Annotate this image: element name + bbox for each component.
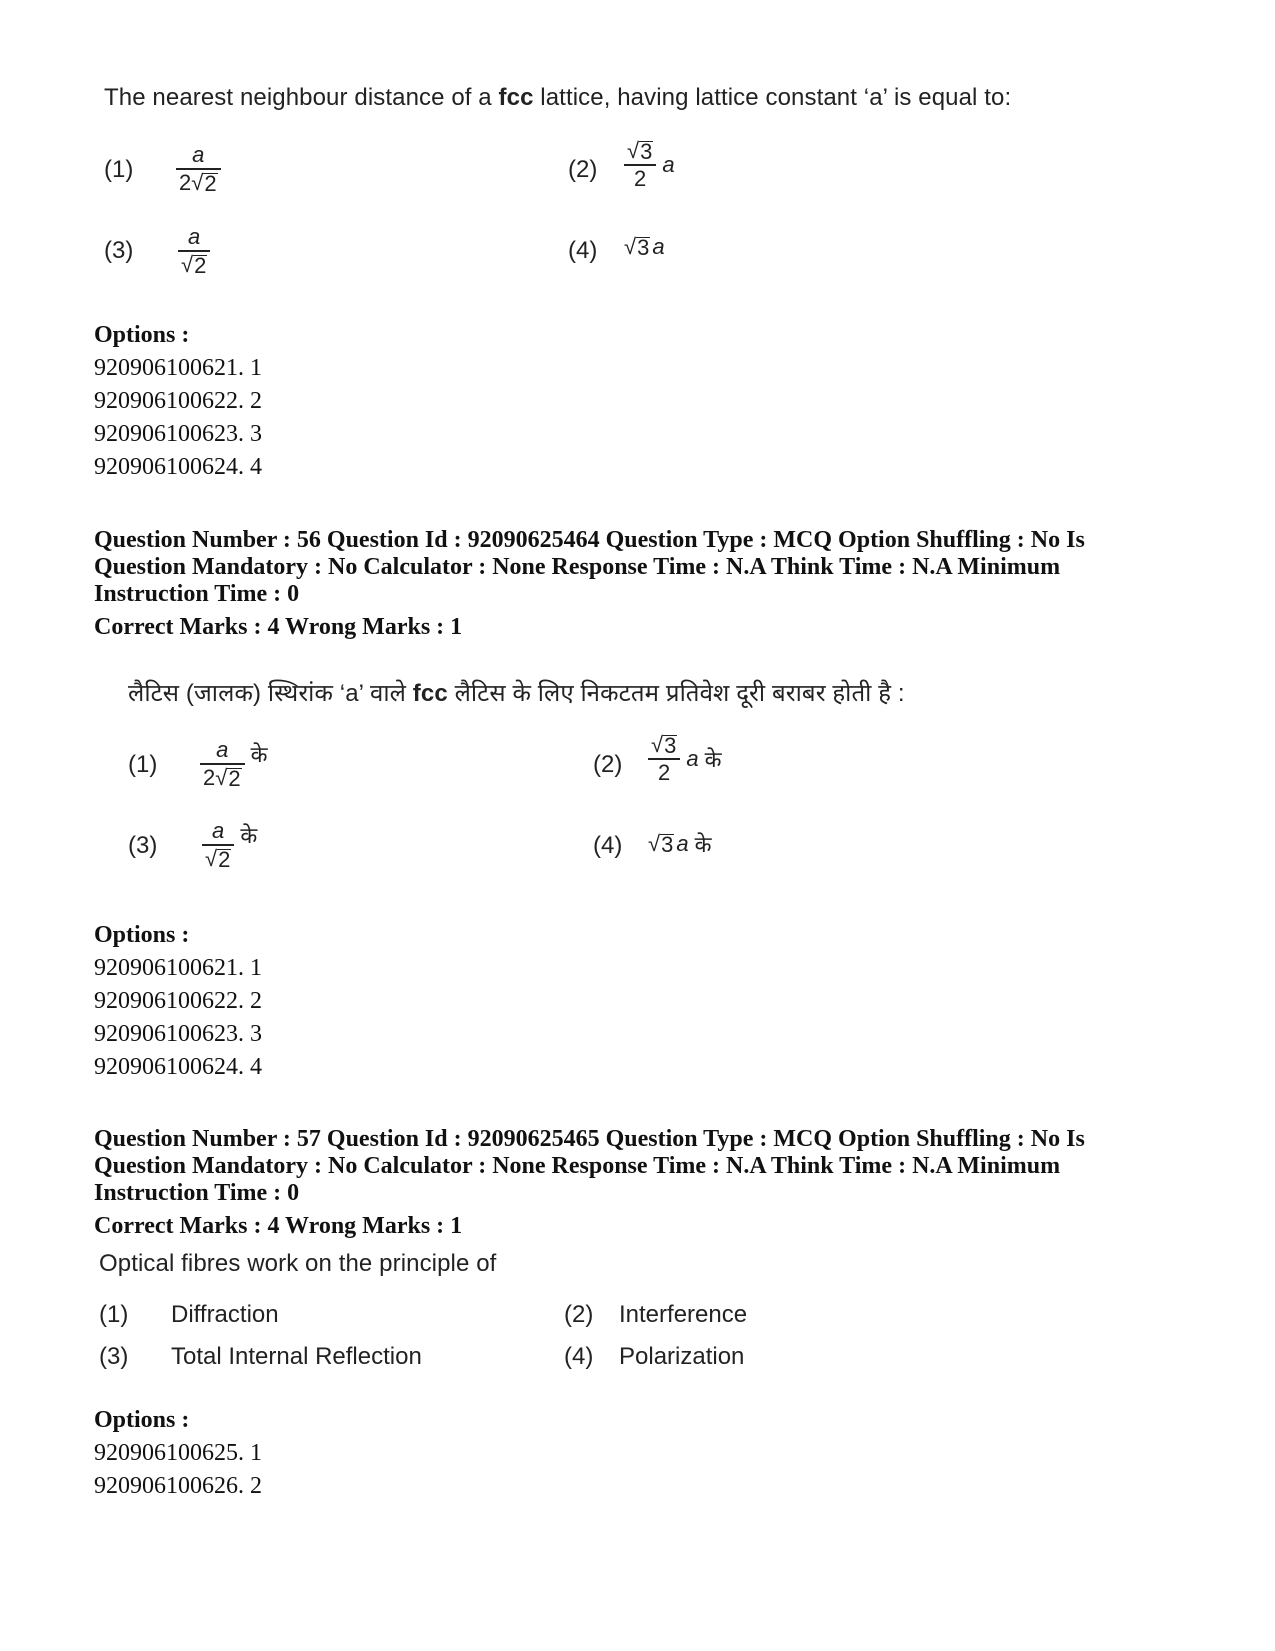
q57-choice3-number: (3) (99, 1343, 129, 1370)
q56-choice4-rad: 3 (661, 832, 674, 857)
q55-choice3-number: (3) (104, 237, 134, 264)
q56-choice1-den-prefix: 2 (203, 764, 216, 790)
q57-option-1: 920906100625. 1 (94, 1440, 262, 1466)
q55-option-3: 920906100623. 3 (94, 421, 262, 447)
q56-metadata (94, 527, 1184, 608)
q57-option-2: 920906100626. 2 (94, 1473, 262, 1499)
q57-choice4-text: Polarization (619, 1343, 745, 1370)
q57-options-heading: Options : (94, 1407, 190, 1433)
q56-option-4: 920906100624. 4 (94, 1054, 262, 1080)
q57-meta-line2: Question Mandatory : No Calculator : None Response Time : N.A Think Time : N.A Minimum (94, 1153, 1061, 1179)
q56-option-2: 920906100622. 2 (94, 988, 262, 1014)
q55-question-part2: lattice, having lattice constant ‘a’ is equal to: (533, 84, 1012, 111)
q55-choice4-rad: 3 (637, 235, 650, 260)
q56-choice1-math: a 2 √ 2 के (200, 737, 267, 791)
q56-choice1-ke: के (250, 742, 268, 767)
q56-choice3-number: (3) (128, 832, 158, 859)
q56-choice4-suffix: a (676, 831, 689, 856)
q57-choice4-number: (4) (564, 1343, 594, 1370)
q55-choice1-math: a 2 √ 2 (176, 142, 221, 196)
q56-option-3: 920906100623. 3 (94, 1021, 262, 1047)
q55-options-list (94, 352, 262, 484)
q55-choice4-suffix: a (652, 234, 665, 259)
q56-choice2-denominator: 2 (658, 759, 671, 785)
q55-choice4-math: √ 3 a (624, 234, 665, 260)
q55-option-1: 920906100621. 1 (94, 355, 262, 381)
q56-choice2-number: (2) (593, 751, 623, 778)
q55-choice2-math: √ 3 2 a (624, 138, 675, 192)
q56-meta-line2: Question Mandatory : No Calculator : None Response Time : N.A Think Time : N.A Minimum (94, 554, 1061, 580)
q55-question-bold: fcc (498, 84, 534, 111)
q55-question-part1: The nearest neighbour distance of a (104, 84, 499, 111)
q56-choice1-den-rad: 2 (228, 765, 241, 791)
q56-choice4-number: (4) (593, 832, 623, 859)
q56-question-part1: लैटिस (जालक) स्थिरांक ‘a’ वाले (128, 680, 413, 707)
q55-choice2-denominator: 2 (634, 165, 647, 191)
q55-option-2: 920906100622. 2 (94, 388, 262, 414)
q56-question-text (128, 676, 905, 709)
q55-choice1-numerator: a (192, 142, 205, 167)
q56-marks: Correct Marks : 4 Wrong Marks : 1 (94, 614, 463, 640)
q56-choice1-number: (1) (128, 751, 158, 778)
q56-choice3-den-rad: 2 (218, 846, 231, 872)
q55-choice2-number: (2) (568, 156, 598, 183)
q56-choice2-ke: के (704, 746, 722, 772)
q55-choice2-num-rad: 3 (640, 139, 653, 164)
q56-option-1: 920906100621. 1 (94, 955, 262, 981)
q55-choice1-den-prefix: 2 (179, 169, 192, 195)
q56-choice2-suffix: a (686, 745, 699, 771)
q56-choice4-ke: के (694, 832, 712, 857)
q57-choice2-text: Interference (619, 1301, 748, 1328)
q57-choice1-number: (1) (99, 1301, 129, 1328)
q56-meta-line1: Question Number : 56 Question Id : 92090625464 Question Type : MCQ Option Shuffling : No Is (94, 527, 1085, 553)
q57-question-text: Optical fibres work on the principle of (99, 1250, 497, 1277)
q57-choice1-text: Diffraction (171, 1301, 279, 1328)
q56-meta-line3: Instruction Time : 0 (94, 581, 300, 607)
q57-meta-line3: Instruction Time : 0 (94, 1180, 300, 1206)
q57-options-list (94, 1437, 262, 1503)
q56-question-part2: लैटिस के लिए निकटतम प्रतिवेश दूरी बराबर होती है : (447, 680, 905, 707)
q56-choice2-math: √ 3 2 a के (648, 732, 721, 786)
q56-choice4-math: √ 3 a के (648, 831, 712, 857)
q55-choice1-den-rad: 2 (204, 170, 217, 196)
q56-options-list (94, 952, 262, 1084)
q57-choice2-number: (2) (564, 1301, 594, 1328)
q56-choice3-ke: के (240, 823, 258, 848)
q55-choice1-number: (1) (104, 156, 134, 183)
q55-option-4: 920906100624. 4 (94, 454, 262, 480)
q56-choice3-math: a √ 2 के (202, 818, 257, 872)
q55-choice2-suffix: a (662, 151, 675, 177)
q55-choice4-number: (4) (568, 237, 598, 264)
q55-choice3-numerator: a (188, 224, 201, 249)
q56-question-bold: fcc (412, 680, 448, 707)
q55-question-text (104, 84, 1011, 112)
q55-options-heading: Options : (94, 322, 190, 348)
q56-choice1-numerator: a (216, 737, 229, 762)
q55-choice3-den-rad: 2 (194, 252, 207, 278)
q57-marks: Correct Marks : 4 Wrong Marks : 1 (94, 1213, 463, 1239)
q56-choice2-num-rad: 3 (664, 733, 677, 758)
q56-choice3-numerator: a (212, 818, 225, 843)
q55-choice3-math: a √ 2 (178, 224, 210, 278)
q57-meta-line1: Question Number : 57 Question Id : 92090625465 Question Type : MCQ Option Shuffling : No Is (94, 1126, 1085, 1152)
q56-options-heading: Options : (94, 922, 190, 948)
q57-choice3-text: Total Internal Reflection (171, 1343, 422, 1370)
q57-metadata (94, 1126, 1184, 1207)
